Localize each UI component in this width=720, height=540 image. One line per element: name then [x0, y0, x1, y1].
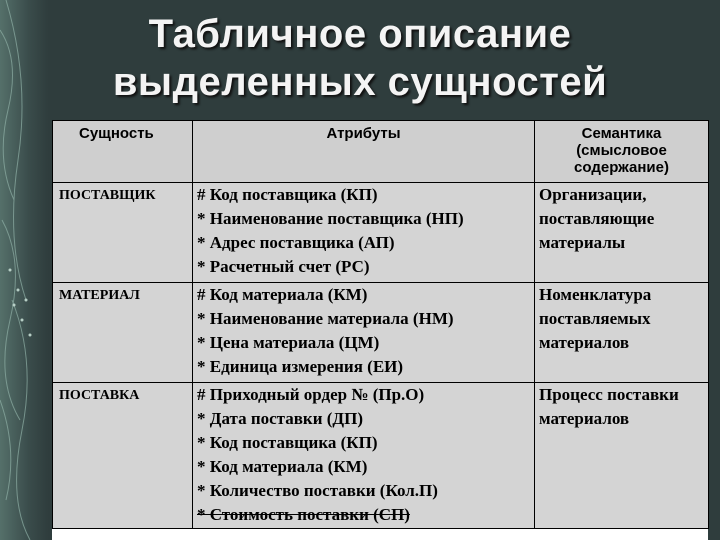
attribute-line: # Код материала (КМ): [197, 285, 368, 304]
attribute-line: * Дата поставки (ДП): [197, 409, 363, 428]
entity-cell: МАТЕРИАЛ: [53, 283, 193, 383]
entity-table: [52, 120, 709, 529]
title-line-1: Табличное описание: [148, 12, 572, 56]
attribute-line: * Единица измерения (ЕИ): [197, 357, 404, 376]
attribute-line-struck: * Стоимость поставки (СП): [197, 505, 410, 524]
entity-table-container: [52, 120, 708, 540]
semantics-cell: Процесс поставки материалов: [535, 383, 709, 529]
table-row: [53, 283, 709, 383]
attributes-cell: [193, 183, 535, 283]
attributes-cell: [193, 383, 535, 529]
slide-title: [60, 10, 660, 106]
table-header-row: [53, 121, 709, 183]
attributes-cell: [193, 283, 535, 383]
attribute-line: # Приходный ордер № (Пр.О): [197, 385, 425, 404]
header-entity: Сущность: [53, 121, 193, 183]
contour-lines-decoration: [0, 0, 48, 540]
attribute-line: * Наименование материала (НМ): [197, 309, 454, 328]
header-attributes: Атрибуты: [193, 121, 535, 183]
entity-cell: ПОСТАВКА: [53, 383, 193, 529]
attribute-line: * Цена материала (ЦМ): [197, 333, 380, 352]
attribute-line: * Адрес поставщика (АП): [197, 233, 395, 252]
semantics-cell: Номенклатура поставляемых материалов: [535, 283, 709, 383]
semantics-cell: Организации, поставляющие материалы: [535, 183, 709, 283]
attribute-line: * Количество поставки (Кол.П): [197, 481, 438, 500]
attribute-line: * Наименование поставщика (НП): [197, 209, 464, 228]
table-row: [53, 183, 709, 283]
title-line-2: выделенных сущностей: [112, 60, 608, 104]
table-row: [53, 383, 709, 529]
header-semantics: Семантика (смысловое содержание): [535, 121, 709, 183]
attribute-line: * Код материала (КМ): [197, 457, 368, 476]
attribute-line: # Код поставщика (КП): [197, 185, 378, 204]
attribute-line: * Код поставщика (КП): [197, 433, 378, 452]
entity-cell: ПОСТАВЩИК: [53, 183, 193, 283]
decorative-side-strip: [0, 0, 48, 540]
attribute-line: * Расчетный счет (РС): [197, 257, 370, 276]
